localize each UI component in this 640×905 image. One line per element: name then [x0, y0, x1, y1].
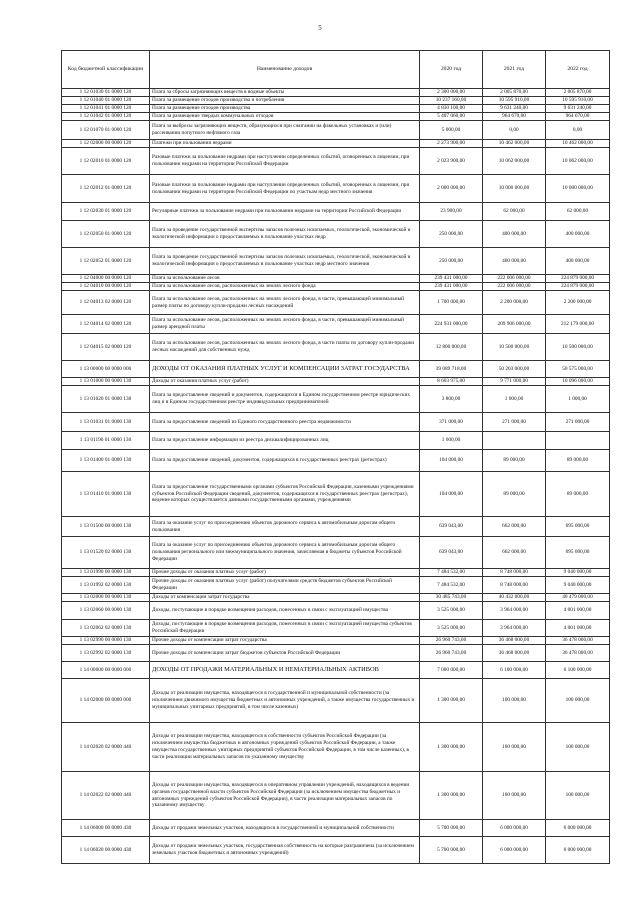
table-row: [62, 315, 610, 334]
value-2022: 400 000,00: [546, 248, 610, 275]
value-2020: 7 484 532,00: [420, 569, 483, 577]
revenue-code: 1 13 01020 01 0000 130: [62, 386, 150, 413]
revenue-code: 1 12 04014 02 0000 120: [62, 315, 150, 334]
revenue-name: Доходы от продажи земельных участков, находящихся в государственной и муниципальной собственности: [150, 820, 420, 837]
value-2022: 6 100 000,00: [546, 662, 610, 679]
table-row: [62, 386, 610, 413]
revenue-code: 1 12 04015 02 0000 120: [62, 334, 150, 361]
value-2021: 40 432 000,00: [483, 594, 546, 602]
revenue-name: Плата за предоставление сведений, документов, содержащихся в государственных реестрах (регистрах): [150, 450, 420, 472]
revenue-code: 1 13 01500 00 0000 130: [62, 517, 150, 537]
value-2022: 89 000,00: [546, 472, 610, 517]
value-2022: 400 000,00: [546, 221, 610, 248]
value-2021: 222 606 000,00: [483, 283, 546, 291]
value-2020: 1 600,00: [420, 432, 483, 450]
value-2021: 400 000,00: [483, 221, 546, 248]
revenue-name: Плата за использование лесов, расположенных на землях лесного фонда, в части, превышающей минимальный размер платы по договору купли-продажи лесных насаждений: [150, 291, 420, 315]
value-2020: 2 023 900,00: [420, 148, 483, 175]
table-row: [62, 361, 610, 378]
value-2022: 36 478 000,00: [546, 637, 610, 645]
table-row: [62, 140, 610, 148]
revenue-code: 1 13 01031 01 0000 130: [62, 413, 150, 432]
value-2020: 1 300 000,00: [420, 772, 483, 820]
revenue-name: Доходы от оказания платных услуг (работ): [150, 378, 420, 386]
value-2021: 1 000,00: [483, 386, 546, 413]
value-2021: [483, 432, 546, 450]
value-2022: 1 000,00: [546, 386, 610, 413]
revenue-name: Плата за выбросы загрязняющих веществ, образующихся при сжигании на факельных установках и (или) рассеивании попутного нефтяного газа: [150, 121, 420, 140]
value-2020: 1 700 000,00: [420, 291, 483, 315]
value-2020: 12 800 000,00: [420, 334, 483, 361]
table-row: [62, 148, 610, 175]
value-2020: 224 931 000,00: [420, 315, 483, 334]
value-2021: 10 462 000,00: [483, 140, 546, 148]
revenue-code: 1 14 02020 02 0000 440: [62, 723, 150, 772]
revenue-code: 1 12 04000 00 0000 120: [62, 275, 150, 283]
value-2021: 10 000 000,00: [483, 175, 546, 203]
revenue-name: Прочие доходы от оказания платных услуг (работ): [150, 569, 420, 577]
header-2020: 2020 год: [420, 51, 483, 89]
table-row: [62, 275, 610, 283]
revenue-code: 1 12 02052 01 0000 120: [62, 248, 150, 275]
value-2022: 2 005 870,00: [546, 89, 610, 97]
value-2020: 239 431 000,00: [420, 283, 483, 291]
value-2020: 8 603 975,00: [420, 378, 483, 386]
revenue-code: 1 13 02060 00 0000 130: [62, 602, 150, 620]
revenue-code: 1 12 01040 01 0000 120: [62, 97, 150, 105]
value-2021: 8 748 000,00: [483, 569, 546, 577]
table-row: [62, 121, 610, 140]
revenue-code: 1 13 02992 02 0000 130: [62, 645, 150, 662]
value-2020: 239 431 000,00: [420, 275, 483, 283]
value-2022: [546, 432, 610, 450]
table-body: [62, 89, 610, 864]
revenue-name: Разовые платежи за пользование недрами при наступлении определенных событий, оговоренных в лицензии, при пользовании недрами на территории Российской Федерации: [150, 148, 420, 175]
value-2021: 209 906 000,00: [483, 315, 546, 334]
value-2021: 222 606 000,00: [483, 275, 546, 283]
value-2020: 104 000,00: [420, 472, 483, 517]
value-2021: 100 000,00: [483, 772, 546, 820]
table-row: [62, 334, 610, 361]
table-header-row: [62, 51, 610, 89]
revenue-name: Плата за предоставление сведений из Единого государственного реестра недвижимости: [150, 413, 420, 432]
revenue-code: 1 14 06000 00 0000 430: [62, 820, 150, 837]
revenue-name: Разовые платежи за пользование недрами при наступлении определенных событий, оговоренных в лицензии, при пользовании недрами на территории Российской Федерации по участкам недр местного значения: [150, 175, 420, 203]
table-row: [62, 517, 610, 537]
value-2022: 224 879 000,00: [546, 275, 610, 283]
value-2021: 662 000,00: [483, 537, 546, 569]
table-row: [62, 450, 610, 472]
value-2022: 100 000,00: [546, 723, 610, 772]
value-2022: 9 040 000,00: [546, 577, 610, 594]
revenue-code: 1 13 02990 00 0000 130: [62, 637, 150, 645]
value-2021: 2 005 870,00: [483, 89, 546, 97]
revenue-name: Прочие доходы от оказания платных услуг (работ) получателями средств бюджетов субъектов Российской Федерации: [150, 577, 420, 594]
value-2020: 1 300 000,00: [420, 679, 483, 723]
value-2020: 10 237 160,00: [420, 97, 483, 105]
revenue-code: 1 13 02000 00 0000 130: [62, 594, 150, 602]
value-2021: 89 000,00: [483, 472, 546, 517]
value-2020: 26 960 743,00: [420, 637, 483, 645]
value-2020: 7 000 000,00: [420, 662, 483, 679]
table-row: [62, 679, 610, 723]
revenue-name: Доходы от компенсации затрат государства: [150, 594, 420, 602]
revenue-name: Плата за предоставление сведений и документов, содержащихся в Едином государственном реестре юридических лиц и в Едином государственном реестре индивидуальных предпринимателей: [150, 386, 420, 413]
revenue-name: Плата за использование лесов: [150, 275, 420, 283]
value-2022: 4 001 000,00: [546, 620, 610, 637]
value-2022: 10 500 000,00: [546, 334, 610, 361]
revenue-code: 1 13 01992 02 0000 130: [62, 577, 150, 594]
value-2020: 5 407 060,00: [420, 113, 483, 121]
revenue-name: Плата за оказание услуг по присоединению объектов дорожного сервиса к автомобильным дорогам общего пользования регионального или межмуниципального значения, зачисляемая в бюджеты субъектов Российской Федерации: [150, 537, 420, 569]
value-2021: 9 631 240,00: [483, 105, 546, 113]
revenue-name: Плата за размещение отходов производства и потребления: [150, 97, 420, 105]
value-2021: 100 000,00: [483, 723, 546, 772]
value-2021: 6 100 000,00: [483, 662, 546, 679]
revenue-code: 1 12 02012 01 0000 120: [62, 175, 150, 203]
value-2020: 250 000,00: [420, 248, 483, 275]
revenue-code: 1 13 00000 00 0000 000: [62, 361, 150, 378]
revenue-code: 1 14 06020 00 0000 430: [62, 837, 150, 864]
value-2020: 5 700 000,00: [420, 820, 483, 837]
value-2020: 30 485 743,00: [420, 594, 483, 602]
revenue-name: Плата за проведение государственной экспертизы запасов полезных ископаемых, геологической, экономической и экологической информации о предоставляемых в пользование участках недр: [150, 221, 420, 248]
value-2020: 7 484 532,00: [420, 577, 483, 594]
value-2021: 662 000,00: [483, 517, 546, 537]
header-2021: 2021 год: [483, 51, 546, 89]
value-2020: 3 800,00: [420, 386, 483, 413]
value-2020: 3 525 000,00: [420, 602, 483, 620]
table-row: [62, 602, 610, 620]
revenue-code: 1 12 01070 01 0000 120: [62, 121, 150, 140]
value-2020: 639 043,00: [420, 537, 483, 569]
value-2020: 5 700 000,00: [420, 837, 483, 864]
revenue-name: Плата за оказание услуг по присоединению объектов дорожного сервиса к автомобильным дорогам общего пользования: [150, 517, 420, 537]
value-2021: 3 964 000,00: [483, 620, 546, 637]
revenue-code: 1 13 01990 00 0000 130: [62, 569, 150, 577]
revenue-name: Плата за использование лесов, расположенных на землях лесного фонда, в части платы по договору купли-продажи лесных насаждений для собственных нужд: [150, 334, 420, 361]
value-2021: 36 468 000,00: [483, 645, 546, 662]
revenue-code: 1 12 02030 01 0000 120: [62, 203, 150, 221]
revenue-code: 1 12 02050 01 0000 120: [62, 221, 150, 248]
revenue-code: 1 13 01190 01 0000 130: [62, 432, 150, 450]
table-row: [62, 89, 610, 97]
header-code: Код бюджетной классификации: [62, 51, 150, 89]
table-row: [62, 378, 610, 386]
revenue-code: 1 12 02000 00 0000 120: [62, 140, 150, 148]
revenue-code: 1 14 00000 00 0000 000: [62, 662, 150, 679]
table-row: [62, 472, 610, 517]
revenue-code: 1 14 02022 02 0000 440: [62, 772, 150, 820]
value-2021: 10 062 000,00: [483, 148, 546, 175]
value-2021: 62 000,00: [483, 203, 546, 221]
revenue-code: 1 14 02000 00 0000 000: [62, 679, 150, 723]
revenue-name: Доходы, поступающие в порядке возмещения расходов, понесенных в связи с эксплуатацией имущества субъектов Российской Федерации: [150, 620, 420, 637]
value-2021: 2 200 000,00: [483, 291, 546, 315]
table-row: [62, 645, 610, 662]
table-row: [62, 432, 610, 450]
revenue-name: Плата за сбросы загрязняющих веществ в водные объекты: [150, 89, 420, 97]
value-2022: 9 631 240,00: [546, 105, 610, 113]
header-name: Наименование доходов: [150, 51, 420, 89]
revenue-name: Плата за проведение государственной экспертизы запасов полезных ископаемых, геологической, экономической и экологической информации о предоставляемых в пользование участках недр местного значения: [150, 248, 420, 275]
revenue-name: Доходы от реализации имущества, находящегося в оперативном управлении учреждений, находящихся в ведении органов государственной власти субъектов Российской Федерации (за исключением имущества бюджетных и автономных учреждений субъектов Российской Федерации), в части реализации материальных запасов по указанному имуществу: [150, 772, 420, 820]
value-2020: 371 000,00: [420, 413, 483, 432]
table-row: [62, 97, 610, 105]
revenue-code: 1 12 02010 01 0000 120: [62, 148, 150, 175]
revenue-name: Плата за предоставление информации из реестра дисквалифицированных лиц: [150, 432, 420, 450]
revenue-name: Доходы от реализации имущества, находящегося в государственной и муниципальной собственности (за исключением движимого имущества бюджетных и автономных учреждений, а также имущества государственных и муниципальных унитарных предприятий, в том числе казенных): [150, 679, 420, 723]
table-row: [62, 620, 610, 637]
value-2022: 50 575 000,00: [546, 361, 610, 378]
table-row: [62, 291, 610, 315]
revenue-code: 1 13 02062 02 0000 130: [62, 620, 150, 637]
table-row: [62, 105, 610, 113]
value-2022: 6 000 000,00: [546, 820, 610, 837]
value-2022: 9 040 000,00: [546, 569, 610, 577]
value-2022: 10 462 000,00: [546, 140, 610, 148]
value-2022: 89 000,00: [546, 450, 610, 472]
value-2021: 6 000 000,00: [483, 837, 546, 864]
table-row: [62, 772, 610, 820]
value-2022: 10 062 000,00: [546, 148, 610, 175]
value-2022: 10 096 000,00: [546, 378, 610, 386]
value-2022: 2 200 000,00: [546, 291, 610, 315]
value-2020: 2 300 000,00: [420, 89, 483, 97]
value-2022: 271 000,00: [546, 413, 610, 432]
value-2022: 0,00: [546, 121, 610, 140]
table-row: [62, 662, 610, 679]
revenue-name: ДОХОДЫ ОТ ОКАЗАНИЯ ПЛАТНЫХ УСЛУГ И КОМПЕНСАЦИИ ЗАТРАТ ГОСУДАРСТВА: [150, 361, 420, 378]
revenue-name: Регулярные платежи за пользование недрами при пользовании недрами на территории Российской Федерации: [150, 203, 420, 221]
value-2022: 100 000,00: [546, 772, 610, 820]
revenue-name: Прочие доходы от компенсации затрат государства: [150, 637, 420, 645]
revenue-name: Плата за использование лесов, расположенных на землях лесного фонда, в части, превышающей минимальный размер арендной платы: [150, 315, 420, 334]
value-2021: 9 771 000,00: [483, 378, 546, 386]
revenue-code: 1 12 01042 01 0000 120: [62, 113, 150, 121]
value-2021: 10 595 910,00: [483, 97, 546, 105]
page-number: 5: [318, 24, 322, 32]
value-2020: 250 000,00: [420, 221, 483, 248]
value-2020: 2 000 000,00: [420, 175, 483, 203]
value-2022: 224 879 000,00: [546, 283, 610, 291]
value-2022: 10 000 000,00: [546, 175, 610, 203]
value-2020: 4 830 100,00: [420, 105, 483, 113]
table-row: [62, 723, 610, 772]
table-row: [62, 203, 610, 221]
value-2022: 36 478 000,00: [546, 645, 610, 662]
value-2021: 10 500 000,00: [483, 334, 546, 361]
value-2022: 10 595 910,00: [546, 97, 610, 105]
value-2021: 36 468 000,00: [483, 637, 546, 645]
revenue-name: Плата за размещение твердых коммунальных отходов: [150, 113, 420, 121]
table-row: [62, 594, 610, 602]
revenue-code: 1 13 01000 00 0000 130: [62, 378, 150, 386]
revenue-table: [61, 50, 610, 864]
revenue-code: 1 12 04010 00 0000 120: [62, 283, 150, 291]
value-2022: 100 000,00: [546, 679, 610, 723]
revenue-code: 1 12 04013 02 0000 120: [62, 291, 150, 315]
table-row: [62, 577, 610, 594]
table-row: [62, 820, 610, 837]
value-2022: 212 179 000,00: [546, 315, 610, 334]
value-2021: 271 000,00: [483, 413, 546, 432]
revenue-code: 1 13 01410 01 0000 130: [62, 472, 150, 517]
value-2021: 6 000 000,00: [483, 820, 546, 837]
value-2020: 639 043,00: [420, 517, 483, 537]
value-2020: 23 900,00: [420, 203, 483, 221]
value-2021: 50 203 000,00: [483, 361, 546, 378]
revenue-name: Платежи при пользовании недрами: [150, 140, 420, 148]
revenue-name: Доходы от реализации имущества, находящегося в собственности субъектов Российской Федерации (за исключением имущества бюджетных и автономных учреждений субъектов Российской Федерации, а также имущества государственных унитарных предприятий субъектов Российской Федерации, в том числе казенных), в части реализации материальных запасов по указанному имуществу: [150, 723, 420, 772]
table-row: [62, 837, 610, 864]
value-2021: 400 000,00: [483, 248, 546, 275]
value-2022: 40 479 000,00: [546, 594, 610, 602]
value-2020: 3 525 000,00: [420, 620, 483, 637]
table-row: [62, 113, 610, 121]
table-row: [62, 248, 610, 275]
value-2020: 104 000,00: [420, 450, 483, 472]
table-row: [62, 175, 610, 203]
table-row: [62, 637, 610, 645]
table-row: [62, 221, 610, 248]
value-2022: 62 000,00: [546, 203, 610, 221]
value-2020: 1 300 000,00: [420, 723, 483, 772]
value-2020: 2 273 900,00: [420, 140, 483, 148]
value-2022: 964 670,00: [546, 113, 610, 121]
table-row: [62, 413, 610, 432]
value-2022: 695 000,00: [546, 517, 610, 537]
value-2021: 8 748 000,00: [483, 577, 546, 594]
revenue-code: 1 13 01400 01 0000 130: [62, 450, 150, 472]
value-2020: 39 089 718,00: [420, 361, 483, 378]
revenue-name: Прочие доходы от компенсации затрат бюджетов субъектов Российской Федерации: [150, 645, 420, 662]
header-2022: 2022 год: [546, 51, 610, 89]
table-row: [62, 537, 610, 569]
revenue-name: Плата за предоставление государственными органами субъектов Российской Федерации, казенными учреждениями субъектов Российской Федерации сведений, документов, содержащихся в государственных реестрах (регистрах), ведение которых осуществляется данными государственными органами, учреждениями: [150, 472, 420, 517]
value-2021: 964 670,00: [483, 113, 546, 121]
revenue-name: Плата за размещение отходов производства: [150, 105, 420, 113]
table-row: [62, 283, 610, 291]
revenue-code: 1 12 01041 01 0000 120: [62, 105, 150, 113]
value-2021: 0,00: [483, 121, 546, 140]
value-2020: 26 960 743,00: [420, 645, 483, 662]
table-row: [62, 569, 610, 577]
value-2020: 5 000,00: [420, 121, 483, 140]
value-2021: 3 964 000,00: [483, 602, 546, 620]
value-2022: 6 000 000,00: [546, 837, 610, 864]
value-2021: 89 000,00: [483, 450, 546, 472]
revenue-name: Плата за использование лесов, расположенных на землях лесного фонда: [150, 283, 420, 291]
value-2022: 695 000,00: [546, 537, 610, 569]
revenue-code: 1 12 01030 01 0000 120: [62, 89, 150, 97]
value-2021: 100 000,00: [483, 679, 546, 723]
revenue-name: Доходы от продажи земельных участков, государственная собственность на которые разграничена (за исключением земельных участков бюджетных и автономных учреждений): [150, 837, 420, 864]
value-2022: 4 001 000,00: [546, 602, 610, 620]
revenue-name: ДОХОДЫ ОТ ПРОДАЖИ МАТЕРИАЛЬНЫХ И НЕМАТЕРИАЛЬНЫХ АКТИВОВ: [150, 662, 420, 679]
revenue-name: Доходы, поступающие в порядке возмещения расходов, понесенных в связи с эксплуатацией имущества: [150, 602, 420, 620]
revenue-code: 1 13 01520 02 0000 130: [62, 537, 150, 569]
